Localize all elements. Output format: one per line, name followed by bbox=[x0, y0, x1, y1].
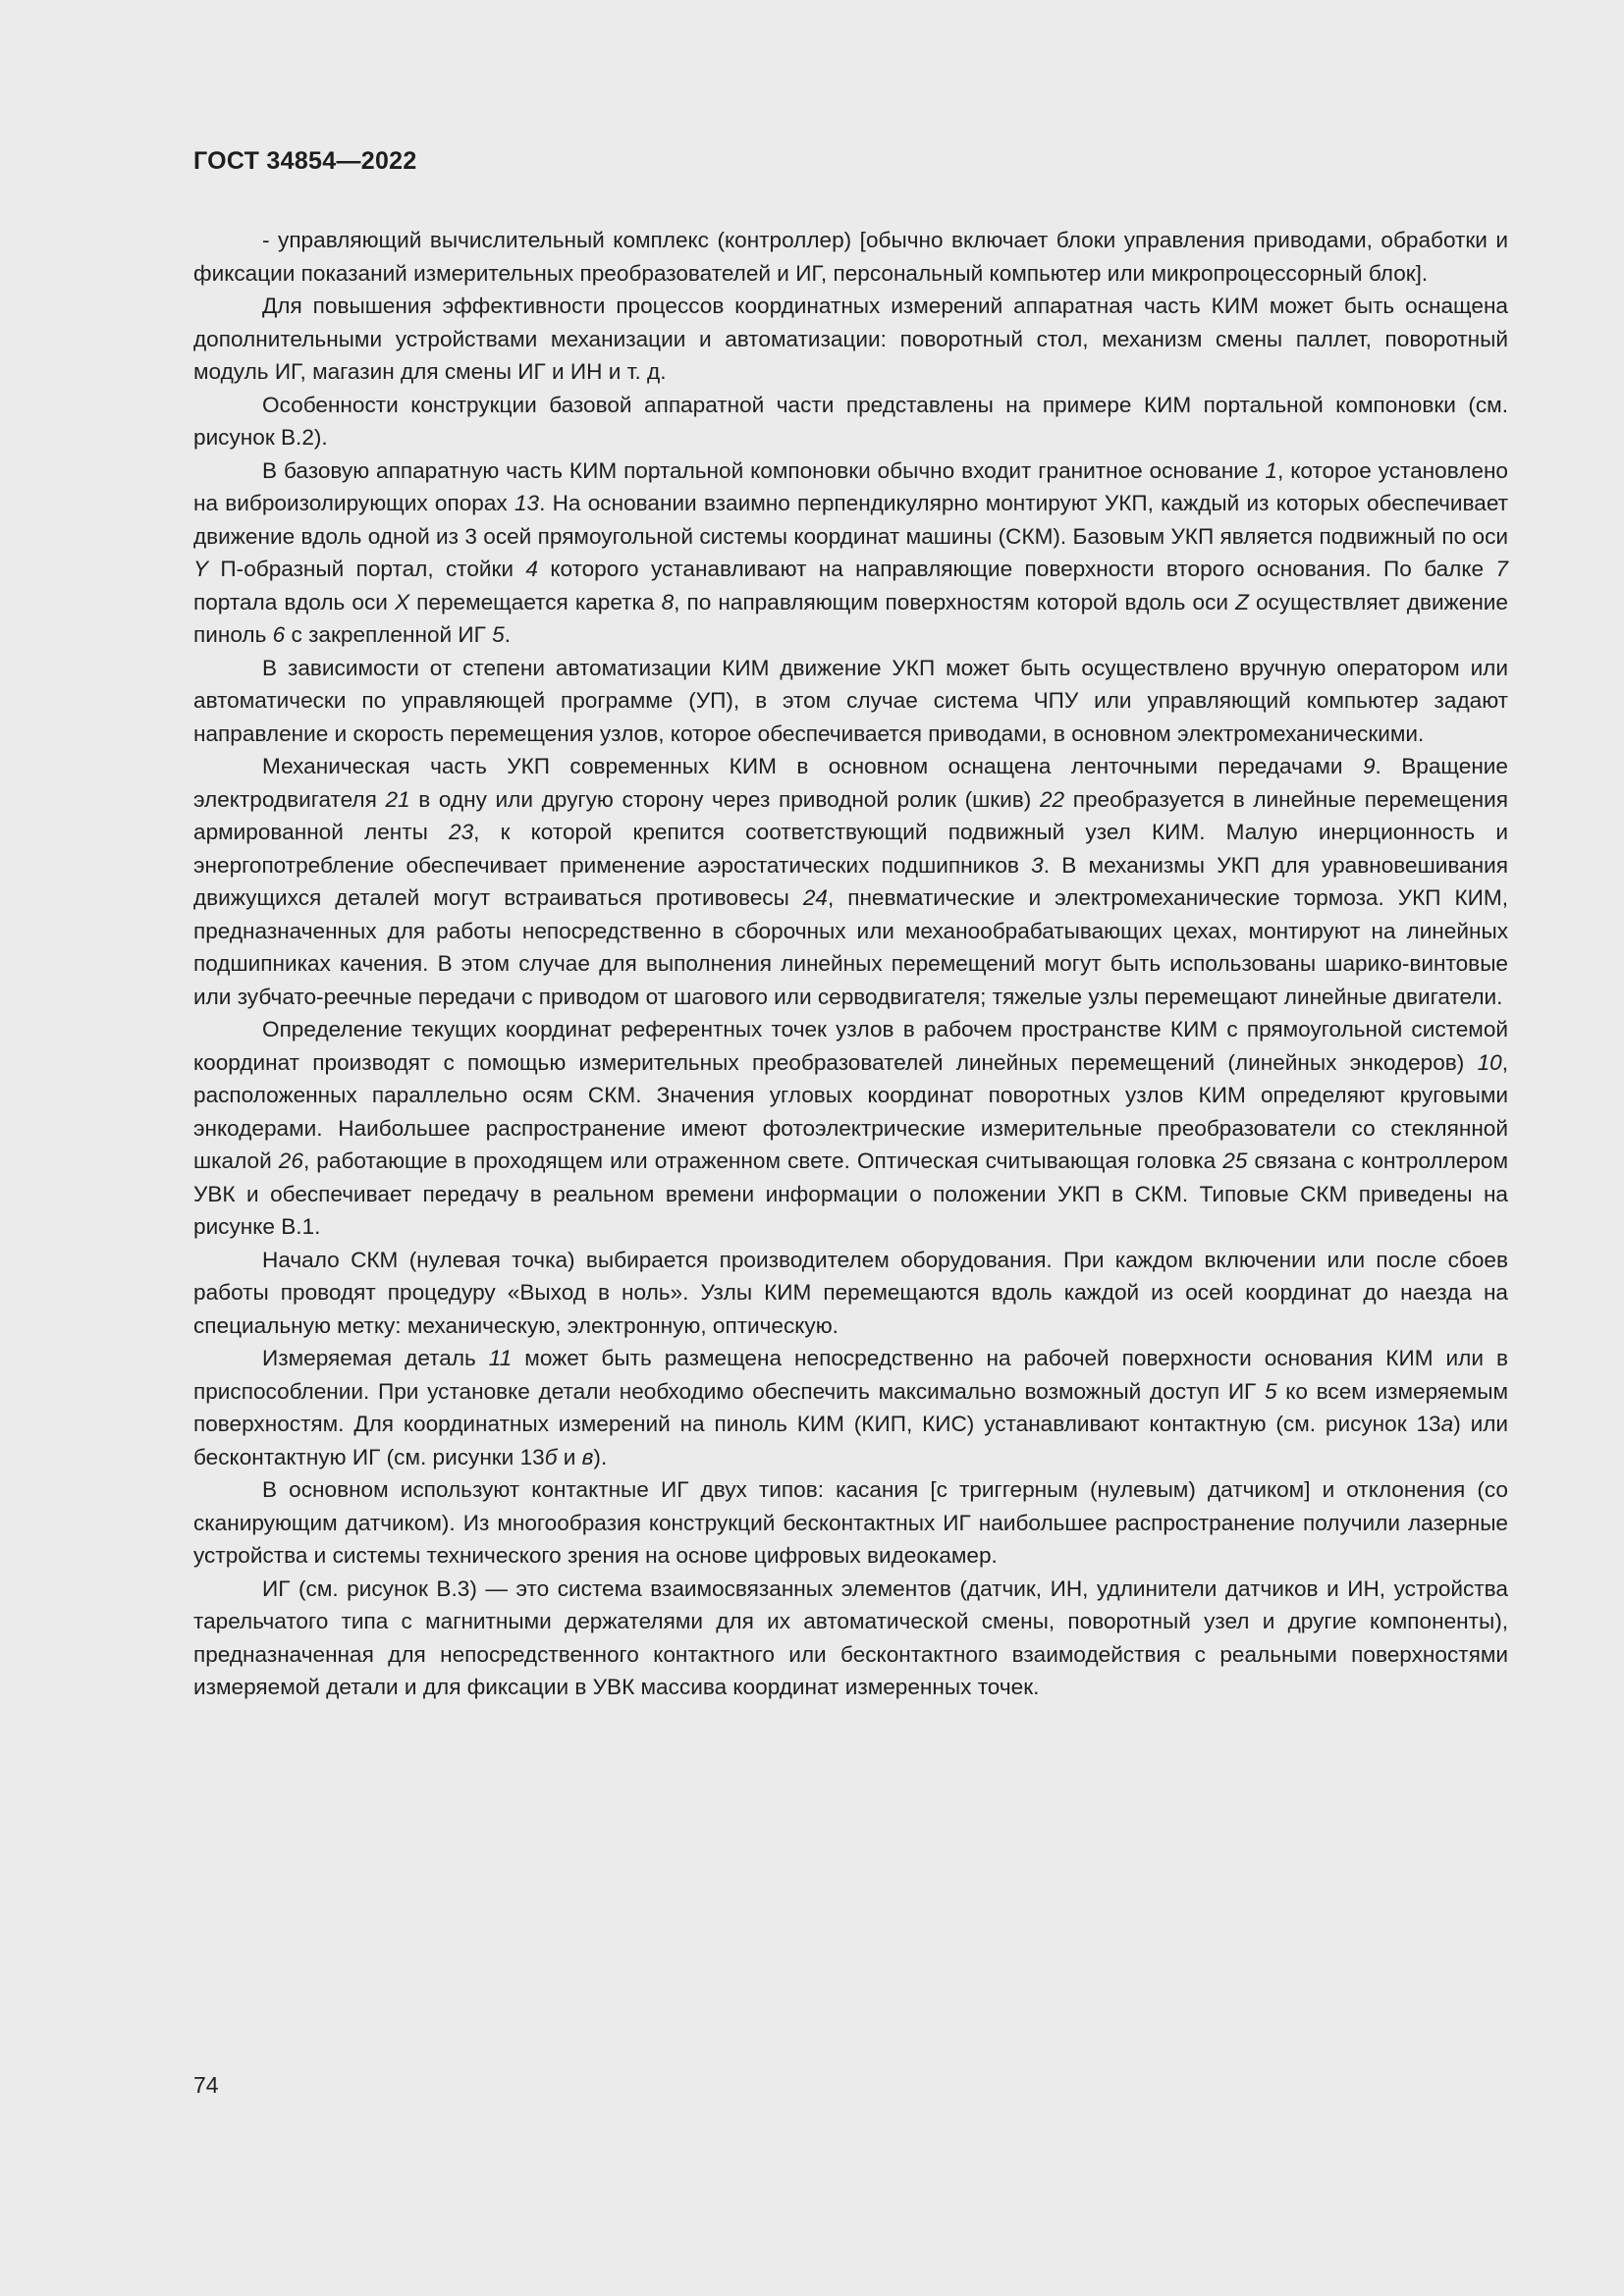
paragraph: - управляющий вычислительный комплекс (контроллер) [обычно включает блоки управления приводами, обработки и фиксации показаний измерительных преобразователей и ИГ, персональный компьютер или микропроцессорный блок]. bbox=[193, 228, 1508, 286]
paragraph: Особенности конструкции базовой аппаратной части представлены на примере КИМ портальной компоновки (см. рисунок В.2). bbox=[193, 392, 1508, 450]
page-number: 74 bbox=[193, 2072, 219, 2098]
body-text bbox=[193, 224, 1508, 1704]
paragraph: Определение текущих координат референтных точек узлов в рабочем пространстве КИМ с прямоугольной системой координат производят с помощью измерительных преобразователей линейных перемещений (линейных энкодеров) 10, расположенных параллельно осям СКМ. Значения угловых координат поворотных узлов КИМ определяют круговыми энкодерами. Наибольшее распространение имеют фотоэлектрические измерительные преобразователи со стеклянной шкалой 26, работающие в проходящем или отраженном свете. Оптическая считывающая головка 25 связана с контроллером УВК и обеспечивает передачу в реальном времени информации о положении УКП в СКМ. Типовые СКМ приведены на рисунке В.1. bbox=[193, 1017, 1509, 1239]
paragraph: В основном используют контактные ИГ двух типов: касания [с триггерным (нулевым) датчиком] и отклонения (со сканирующим датчиком). Из многообразия конструкций бесконтактных ИГ наибольшее распространение получили лазерные устройства и системы технического зрения на основе цифровых видеокамер. bbox=[193, 1477, 1508, 1568]
paragraph: В базовую аппаратную часть КИМ портальной компоновки обычно входит гранитное основание 1, которое установлено на виброизолирующих опорах 13. На основании взаимно перпендикулярно монтируют УКП, каждый из которых обеспечивает движение вдоль одной из 3 осей прямоугольной системы координат машины (СКМ). Базовым УКП является подвижный по оси Y П-образный портал, стойки 4 которого устанавливают на направляющие поверхности второго основания. По балке 7 портала вдоль оси X перемещается каретка 8, по направляющим поверхностям которой вдоль оси Z осуществляет движение пиноль 6 с закрепленной ИГ 5. bbox=[193, 457, 1508, 647]
paragraph: Для повышения эффективности процессов координатных измерений аппаратная часть КИМ может быть оснащена дополнительными устройствами механизации и автоматизации: поворотный стол, механизм смены паллет, поворотный модуль ИГ, магазин для смены ИГ и ИН и т. д. bbox=[193, 294, 1508, 384]
document-header: ГОСТ 34854—2022 bbox=[193, 147, 417, 175]
paragraph: Механическая часть УКП современных КИМ в основном оснащена ленточными передачами 9. Вращение электродвигателя 21 в одну или другую сторону через приводной ролик (шкив) 22 преобразуется в линейные перемещения армированной ленты 23, к которой крепится соответствующий подвижный узел КИМ. Малую инерционность и энергопотребление обеспечивает применение аэростатических подшипников 3. В механизмы УКП для уравновешивания движущихся деталей могут встраиваться противовесы 24, пневматические и электромеханические тормоза. УКП КИМ, предназначенных для работы непосредственно в сборочных или механообрабатывающих цехах, монтируют на линейных подшипниках качения. В этом случае для выполнения линейных перемещений могут быть использованы шарико-винтовые или зубчато-реечные передачи с приводом от шагового или серводвигателя; тяжелые узлы перемещают линейные двигатели. bbox=[193, 754, 1508, 1009]
paragraph: Измеряемая деталь 11 может быть размещена непосредственно на рабочей поверхности основания КИМ или в приспособлении. При установке детали необходимо обеспечить максимально возможный доступ ИГ 5 ко всем измеряемым поверхностям. Для координатных измерений на пиноль КИМ (КИП, КИС) устанавливают контактную (см. рисунок 13а) или бесконтактную ИГ (см. рисунки 13б и в). bbox=[193, 1346, 1508, 1469]
paragraph: Начало СКМ (нулевая точка) выбирается производителем оборудования. При каждом включении или после сбоев работы проводят процедуру «Выход в ноль». Узлы КИМ перемещаются вдоль каждой из осей координат до наезда на специальную метку: механическую, электронную, оптическую. bbox=[193, 1247, 1508, 1338]
paragraph: В зависимости от степени автоматизации КИМ движение УКП может быть осуществлено вручную оператором или автоматически по управляющей программе (УП), в этом случае система ЧПУ или управляющий компьютер задают направление и скорость перемещения узлов, которое обеспечивается приводами, в основном электромеханическими. bbox=[193, 655, 1508, 746]
paragraph: ИГ (см. рисунок В.3) — это система взаимосвязанных элементов (датчик, ИН, удлинители датчиков и ИН, устройства тарельчатого типа с магнитными держателями для их автоматической смены, поворотный узел и другие компоненты), предназначенная для непосредственного контактного или бесконтактного взаимодействия с реальными поверхностями измеряемой детали и для фиксации в УВК массива координат измеренных точек. bbox=[193, 1575, 1508, 1699]
